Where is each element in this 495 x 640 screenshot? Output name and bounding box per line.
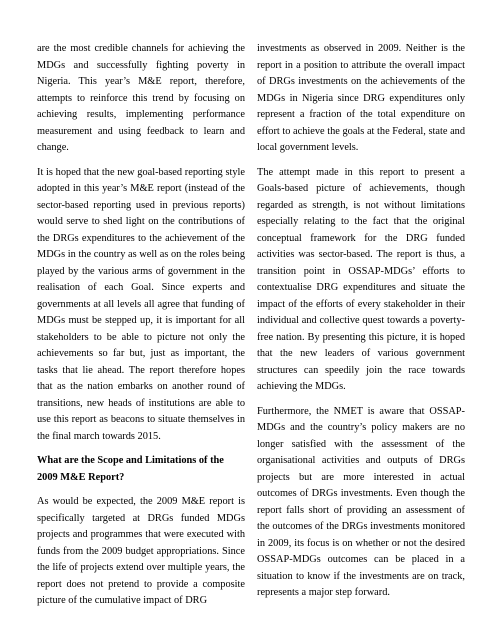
right-paragraph-1: investments as observed in 2009. Neither is the report in a position to attribute the overall impact of DRGs investments on the achievements of the MDGs in Nigeria since DRG expenditures only represent a fraction of the total expenditure on effort to achieve the goals at the Federal, state and local government levels. [257,43,465,153]
left-paragraph-3: As would be expected, the 2009 M&E report is specifically targeted at DRGs funded MDGs projects and programmes that were executed with funds from the 2009 budget appropriations. Since the life of projects extend over multiple years, the report does not pretend to provide a composite picture of the cumulative impact of DRG [37,496,245,606]
left-paragraph-2: It is hoped that the new goal-based reporting style adopted in this year’s M&E report (instead of the sector-based reporting used in previous reports) would serve to shed light on the contributions of the DRGs expenditures to the achievement of the MDGs in the country as well as on the roles being played by the various arms of government in the realisation of each Goal. Since experts and governments at all levels all agree that funding of MDGs must be stepped up, it is important for all stakeholders to be able to picture not only the achievements so far but, just as important, the tasks that lie ahead. The report therefore hopes that as the nation embarks on another round of transitions, new heads of institutions are able to use this report as beacons to situate themselves in the final march towards 2015. [37,166,245,442]
right-column [257,41,465,610]
left-column [37,41,245,618]
right-paragraph-2: The attempt made in this report to present a Goals-based picture of achievements, though regarded as strength, is not without limitations especially relating to the fact that the original conceptual framework for the DRG funded activities was sector-based. The report is thus, a transition point in OSSAP-MDGs’ efforts to contextualise DRG expenditures and situate the impact of the efforts of every stakeholder in their individual and collective quest towards a poverty-free nation. By presenting this picture, it is hoped that the new leaders of various government structures can speedily join the race towards achieving the MDGs. [257,166,465,392]
left-paragraph-1: are the most credible channels for achieving the MDGs and successfully fighting poverty in Nigeria. This year’s M&E report, therefore, attempts to reinforce this trend by focusing on achieving results, implementing performance measurement and using feedback to learn and change. [37,43,245,153]
section-heading: What are the Scope and Limitations of the 2009 M&E Report? [37,455,224,483]
right-paragraph-3: Furthermore, the NMET is aware that OSSAP-MDGs and the country’s policy makers are no longer satisfied with the assessment of the organisational activities and outputs of DRGs projects but are more interested in actual outcomes of DRGs investments. Even though the report falls short of providing an assessment of the outcomes of the DRGs investments monitored in 2009, its focus is on whether or not the desired OSSAP-MDGs outcomes can be placed in a situation to know if the investments are on track, represents a major step forward. [257,405,465,598]
